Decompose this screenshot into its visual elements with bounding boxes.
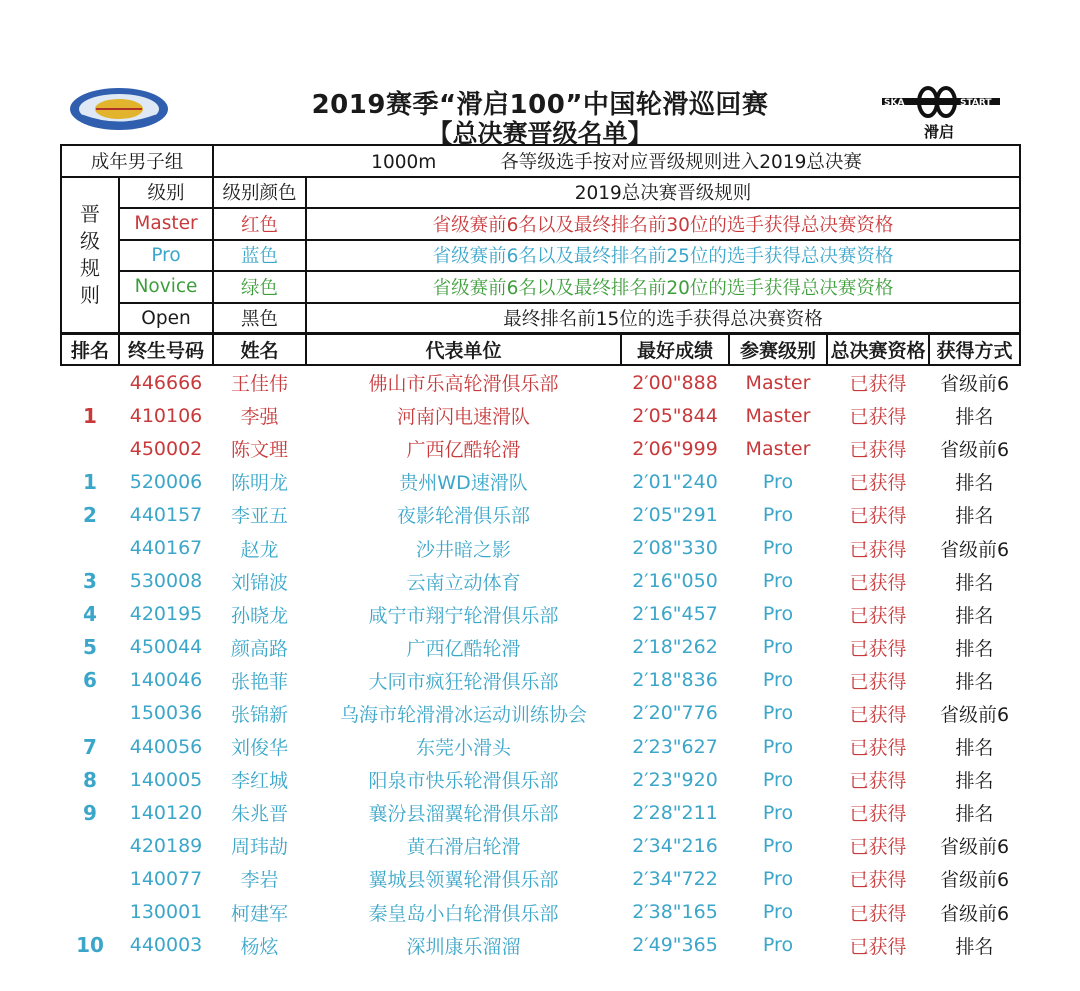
table-row xyxy=(61,598,1020,631)
row-qualification-status: 已获得 xyxy=(849,505,907,528)
row-qualification-method: 省级前6 xyxy=(939,902,1010,925)
row-athlete-name: 李红城 xyxy=(230,770,288,793)
row-athlete-name: 张艳菲 xyxy=(230,670,288,693)
row-qualification-method: 排名 xyxy=(955,406,994,429)
table-row xyxy=(61,730,1020,763)
row-rank xyxy=(61,531,119,564)
table-row xyxy=(61,763,1020,796)
row-qualification-method: 省级前6 xyxy=(939,869,1010,892)
row-best-time: 2′18"262 xyxy=(632,636,718,659)
row-rank: 6 xyxy=(83,668,97,693)
row-qualification-method: 排名 xyxy=(955,604,994,627)
row-club: 黄石滑启轮滑 xyxy=(406,836,521,859)
col-header-method: 获得方式 xyxy=(929,333,1020,365)
row-level: Pro xyxy=(762,636,794,659)
row-best-time: 2′08"330 xyxy=(632,537,718,560)
row-level: Pro xyxy=(762,901,794,924)
row-level: Pro xyxy=(762,768,794,791)
row-level: Pro xyxy=(762,834,794,857)
row-qualification-method: 排名 xyxy=(955,637,994,660)
event-distance: 1000m xyxy=(371,151,437,173)
row-athlete-name: 颜高路 xyxy=(230,637,288,660)
page-subtitle: 【总决赛晋级名单】 xyxy=(427,119,653,148)
row-rank xyxy=(61,896,119,929)
row-qualification-method: 排名 xyxy=(955,737,994,760)
table-row xyxy=(61,929,1020,962)
row-qualification-status: 已获得 xyxy=(849,935,907,958)
row-club: 深圳康乐溜溜 xyxy=(406,935,521,958)
rule-row-novice xyxy=(61,271,1020,303)
row-best-time: 2′00"888 xyxy=(632,371,718,394)
row-lifetime-id: 140077 xyxy=(129,867,203,890)
row-lifetime-id: 446666 xyxy=(129,371,203,394)
qualifiers-table xyxy=(60,332,1021,962)
row-qualification-status: 已获得 xyxy=(849,439,907,462)
row-club: 阳泉市快乐轮滑俱乐部 xyxy=(368,770,559,793)
rule-level: Pro xyxy=(119,240,213,272)
row-rank: 10 xyxy=(76,933,104,958)
col-header-id: 终生号码 xyxy=(119,333,213,365)
row-lifetime-id: 410106 xyxy=(129,404,203,427)
rule-level: Open xyxy=(119,303,213,335)
rule-level: Master xyxy=(119,208,213,240)
rule-text: 省级赛前6名以及最终排名前30位的选手获得总决赛资格 xyxy=(306,208,1020,240)
row-club: 咸宁市翔宁轮滑俱乐部 xyxy=(368,604,559,627)
rule-color-name: 绿色 xyxy=(213,271,306,303)
table-header-row xyxy=(61,333,1020,365)
row-level: Pro xyxy=(762,801,794,824)
row-athlete-name: 周玮劼 xyxy=(230,836,288,859)
row-rank: 7 xyxy=(83,734,97,759)
group-cell: 成年男子组 xyxy=(61,145,213,177)
row-qualification-method: 排名 xyxy=(955,803,994,826)
row-athlete-name: 杨炫 xyxy=(240,935,279,958)
logo-cn-text: 滑启 xyxy=(924,123,955,140)
row-club: 秦皇岛小白轮滑俱乐部 xyxy=(368,902,559,925)
row-level: Pro xyxy=(762,934,794,957)
row-athlete-name: 张锦新 xyxy=(230,703,288,726)
table-row xyxy=(61,631,1020,664)
table-row xyxy=(61,365,1020,399)
rule-row-master xyxy=(61,208,1020,240)
row-rank: 3 xyxy=(83,569,97,594)
row-rank: 1 xyxy=(83,403,97,428)
row-qualification-method: 省级前6 xyxy=(939,538,1010,561)
col-header-best-time: 最好成绩 xyxy=(621,333,729,365)
rule-color-name: 红色 xyxy=(213,208,306,240)
row-best-time: 2′01"240 xyxy=(632,470,718,493)
rule-color-name: 蓝色 xyxy=(213,240,306,272)
table-row xyxy=(61,862,1020,895)
row-qualification-method: 省级前6 xyxy=(939,703,1010,726)
table-row xyxy=(61,697,1020,730)
row-qualification-method: 排名 xyxy=(955,770,994,793)
row-rank: 5 xyxy=(83,635,97,660)
table-row xyxy=(61,465,1020,498)
row-qualification-status: 已获得 xyxy=(849,406,907,429)
row-club: 广西亿酷轮滑 xyxy=(406,637,521,660)
skate-start-100-logo-icon xyxy=(880,84,1002,140)
row-level: Master xyxy=(745,404,811,427)
row-rank: 9 xyxy=(83,800,97,825)
row-club: 广西亿酷轮滑 xyxy=(406,439,521,462)
row-level: Pro xyxy=(762,470,794,493)
row-qualification-status: 已获得 xyxy=(849,737,907,760)
row-athlete-name: 刘锦波 xyxy=(230,571,288,594)
row-qualification-method: 排名 xyxy=(955,670,994,693)
table-row xyxy=(61,432,1020,465)
row-qualification-status: 已获得 xyxy=(849,836,907,859)
row-rank xyxy=(61,829,119,862)
rule-text: 最终排名前15位的选手获得总决赛资格 xyxy=(306,303,1020,335)
row-rank: 2 xyxy=(83,502,97,527)
row-rank: 8 xyxy=(83,767,97,792)
col-header-club: 代表单位 xyxy=(306,333,621,365)
rule-color-name: 黑色 xyxy=(213,303,306,335)
row-lifetime-id: 140120 xyxy=(129,801,203,824)
row-level: Master xyxy=(745,371,811,394)
advancement-rules-table xyxy=(60,144,1021,335)
row-best-time: 2′06"999 xyxy=(632,437,718,460)
row-qualification-method: 排名 xyxy=(955,571,994,594)
row-club: 东莞小滑头 xyxy=(415,737,511,760)
table-row xyxy=(61,531,1020,564)
row-rank: 4 xyxy=(83,602,97,627)
table-row xyxy=(61,796,1020,829)
row-qualification-method: 省级前6 xyxy=(939,439,1010,462)
row-level: Pro xyxy=(762,669,794,692)
row-qualification-status: 已获得 xyxy=(849,538,907,561)
level-header: 级别 xyxy=(119,177,213,209)
row-athlete-name: 朱兆晋 xyxy=(230,803,288,826)
row-lifetime-id: 440003 xyxy=(129,934,203,957)
row-athlete-name: 陈文理 xyxy=(230,439,288,462)
row-athlete-name: 孙晓龙 xyxy=(230,604,288,627)
row-athlete-name: 陈明龙 xyxy=(230,472,288,495)
row-qualification-method: 排名 xyxy=(955,505,994,528)
row-level: Pro xyxy=(762,537,794,560)
col-header-status: 总决赛资格 xyxy=(827,333,929,365)
rule-row-pro xyxy=(61,240,1020,272)
row-qualification-status: 已获得 xyxy=(849,869,907,892)
row-qualification-method: 排名 xyxy=(955,472,994,495)
table-row xyxy=(61,664,1020,697)
rule-text: 省级赛前6名以及最终排名前25位的选手获得总决赛资格 xyxy=(306,240,1020,272)
rule-text: 省级赛前6名以及最终排名前20位的选手获得总决赛资格 xyxy=(306,271,1020,303)
row-club: 佛山市乐高轮滑俱乐部 xyxy=(368,373,559,396)
page-title: 2019赛季“滑启100”中国轮滑巡回赛 xyxy=(311,90,769,120)
row-club: 沙井暗之影 xyxy=(415,538,511,561)
row-qualification-status: 已获得 xyxy=(849,637,907,660)
row-rank xyxy=(61,697,119,730)
row-lifetime-id: 130001 xyxy=(129,901,203,924)
row-lifetime-id: 140005 xyxy=(129,768,203,791)
row-club: 夜影轮滑俱乐部 xyxy=(396,505,530,528)
col-header-rank: 排名 xyxy=(61,333,119,365)
row-athlete-name: 李亚五 xyxy=(230,505,288,528)
row-level: Pro xyxy=(762,503,794,526)
row-club: 翼城县领翼轮滑俱乐部 xyxy=(368,869,559,892)
row-qualification-status: 已获得 xyxy=(849,571,907,594)
table-row xyxy=(61,498,1020,531)
row-club: 河南闪电速滑队 xyxy=(396,406,530,429)
row-lifetime-id: 440157 xyxy=(129,503,203,526)
row-qualification-method: 省级前6 xyxy=(939,373,1010,396)
col-header-level: 参赛级别 xyxy=(729,333,827,365)
row-club: 襄汾县溜翼轮滑俱乐部 xyxy=(368,803,559,826)
row-lifetime-id: 520006 xyxy=(129,470,203,493)
row-lifetime-id: 150036 xyxy=(129,702,203,725)
col-header-name: 姓名 xyxy=(213,333,306,365)
row-qualification-status: 已获得 xyxy=(849,373,907,396)
row-best-time: 2′34"216 xyxy=(632,834,718,857)
row-lifetime-id: 450044 xyxy=(129,636,203,659)
row-qualification-status: 已获得 xyxy=(849,902,907,925)
row-best-time: 2′20"776 xyxy=(632,702,718,725)
row-rank: 1 xyxy=(83,469,97,494)
row-qualification-status: 已获得 xyxy=(849,803,907,826)
row-qualification-status: 已获得 xyxy=(849,770,907,793)
row-lifetime-id: 420195 xyxy=(129,603,203,626)
row-lifetime-id: 140046 xyxy=(129,669,203,692)
row-level: Pro xyxy=(762,570,794,593)
row-lifetime-id: 450002 xyxy=(129,437,203,460)
row-club: 贵州WD速滑队 xyxy=(399,472,528,495)
row-level: Pro xyxy=(762,603,794,626)
row-qualification-status: 已获得 xyxy=(849,703,907,726)
rule-row-open xyxy=(61,303,1020,335)
row-club: 云南立动体育 xyxy=(406,571,521,594)
row-lifetime-id: 440167 xyxy=(129,537,203,560)
event-cell xyxy=(213,145,1020,177)
row-level: Pro xyxy=(762,702,794,725)
rule-level: Novice xyxy=(119,271,213,303)
row-qualification-status: 已获得 xyxy=(849,472,907,495)
logo-brand-text: SKA START xyxy=(884,98,992,108)
row-athlete-name: 王佳伟 xyxy=(230,373,288,396)
row-best-time: 2′05"291 xyxy=(632,503,718,526)
row-best-time: 2′23"627 xyxy=(632,735,718,758)
row-best-time: 2′49"365 xyxy=(632,934,718,957)
table-row xyxy=(61,829,1020,862)
row-rank xyxy=(61,432,119,465)
row-rank xyxy=(61,862,119,895)
row-rank xyxy=(61,365,119,399)
row-qualification-status: 已获得 xyxy=(849,670,907,693)
row-athlete-name: 柯建军 xyxy=(230,902,288,925)
level-color-header: 级别颜色 xyxy=(213,177,306,209)
row-athlete-name: 李强 xyxy=(240,406,279,429)
row-best-time: 2′28"211 xyxy=(632,801,718,824)
row-qualification-method: 省级前6 xyxy=(939,836,1010,859)
table-row xyxy=(61,896,1020,929)
row-best-time: 2′05"844 xyxy=(632,404,718,427)
row-club: 大同市疯狂轮滑俱乐部 xyxy=(368,670,559,693)
row-athlete-name: 赵龙 xyxy=(240,538,279,561)
row-best-time: 2′16"050 xyxy=(632,570,718,593)
row-lifetime-id: 440056 xyxy=(129,735,203,758)
row-level: Pro xyxy=(762,867,794,890)
table-row xyxy=(61,565,1020,598)
row-best-time: 2′38"165 xyxy=(632,901,718,924)
row-qualification-status: 已获得 xyxy=(849,604,907,627)
row-level: Master xyxy=(745,437,811,460)
rule-header: 2019总决赛晋级规则 xyxy=(306,177,1020,209)
row-lifetime-id: 420189 xyxy=(129,834,203,857)
row-best-time: 2′23"920 xyxy=(632,768,718,791)
event-note: 各等级选手按对应晋级规则进入2019总决赛 xyxy=(500,151,862,173)
row-best-time: 2′16"457 xyxy=(632,603,718,626)
row-level: Pro xyxy=(762,735,794,758)
row-club: 乌海市轮滑滑冰运动训练协会 xyxy=(339,703,587,726)
row-lifetime-id: 530008 xyxy=(129,570,203,593)
row-best-time: 2′34"722 xyxy=(632,867,718,890)
rules-vertical-label: 晋 级 规 则 xyxy=(61,177,119,335)
row-best-time: 2′18"836 xyxy=(632,669,718,692)
row-qualification-method: 排名 xyxy=(955,935,994,958)
row-athlete-name: 刘俊华 xyxy=(230,737,288,760)
table-row xyxy=(61,399,1020,432)
row-athlete-name: 李岩 xyxy=(240,869,279,892)
